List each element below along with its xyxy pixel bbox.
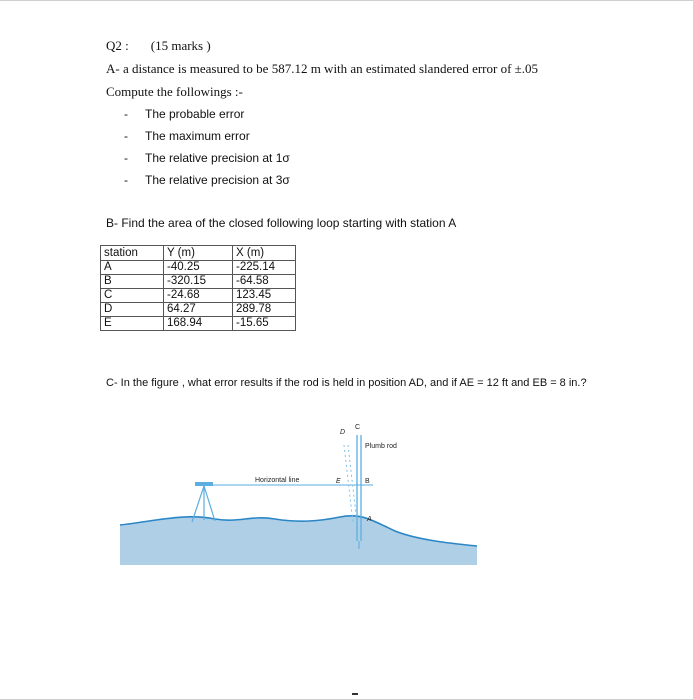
plumb-rod-label: Plumb rod [365, 443, 397, 450]
part-b-statement: B- Find the area of the closed following loop starting with station A [106, 216, 457, 230]
table-cell: 64.27 [164, 303, 233, 317]
list-item-text: The relative precision at 1σ [145, 151, 290, 165]
table-cell: 289.78 [233, 303, 296, 317]
table-cell: A [101, 261, 164, 275]
page-marker [352, 693, 358, 695]
bullet-dash: - [124, 173, 128, 187]
column-header: X (m) [233, 246, 296, 261]
point-a-label: A [367, 516, 372, 523]
table-cell: -320.15 [164, 275, 233, 289]
table-cell: -225.14 [233, 261, 296, 275]
column-header: station [101, 246, 164, 261]
point-d-label: D [340, 429, 346, 436]
leveling-figure [115, 415, 480, 565]
question-number: Q2 : [106, 38, 129, 53]
table-cell: -15.65 [233, 317, 296, 331]
list-item-text: The maximum error [145, 129, 250, 143]
table-header-row [101, 246, 296, 261]
table-cell: -64.58 [233, 275, 296, 289]
horizontal-line-label: Horizontal line [255, 477, 300, 484]
bullet-dash: - [124, 129, 128, 143]
tilted-rod [344, 445, 357, 523]
table-row [101, 289, 296, 303]
list-item [124, 107, 290, 129]
table-cell: D [101, 303, 164, 317]
bullet-dash: - [124, 151, 128, 165]
table-cell: -40.25 [164, 261, 233, 275]
ground-fill [120, 516, 477, 565]
question-header [106, 38, 211, 54]
table-row [101, 303, 296, 317]
table-row [101, 317, 296, 331]
table-cell: E [101, 317, 164, 331]
list-item [124, 129, 290, 151]
list-item-text: The probable error [145, 107, 245, 121]
bullet-dash: - [124, 107, 128, 121]
table-cell: B [101, 275, 164, 289]
table-cell: 168.94 [164, 317, 233, 331]
column-header: Y (m) [164, 246, 233, 261]
point-c-label: C [355, 424, 361, 431]
point-b-label: B [365, 478, 370, 485]
list-item [124, 173, 290, 195]
table-row [101, 261, 296, 275]
table-cell: C [101, 289, 164, 303]
question-marks: (15 marks ) [150, 38, 211, 53]
point-e-label: E [336, 478, 341, 485]
compute-label: Compute the followings :- [106, 84, 243, 99]
part-a-list [124, 107, 290, 195]
table-cell: 123.45 [233, 289, 296, 303]
traverse-table [100, 245, 296, 331]
list-item [124, 151, 290, 173]
table-row [101, 275, 296, 289]
part-a-statement: A- a distance is measured to be 587.12 m with an estimated slandered error of ±.05 [106, 61, 539, 76]
page-top-border [0, 0, 693, 1]
part-c-statement: C- In the figure , what error results if the rod is held in position AD, and if AE = 12 ft and EB = 8 in.? [106, 377, 587, 389]
table-cell: -24.68 [164, 289, 233, 303]
tripod-level-icon [192, 482, 215, 522]
list-item-text: The relative precision at 3σ [145, 173, 290, 187]
